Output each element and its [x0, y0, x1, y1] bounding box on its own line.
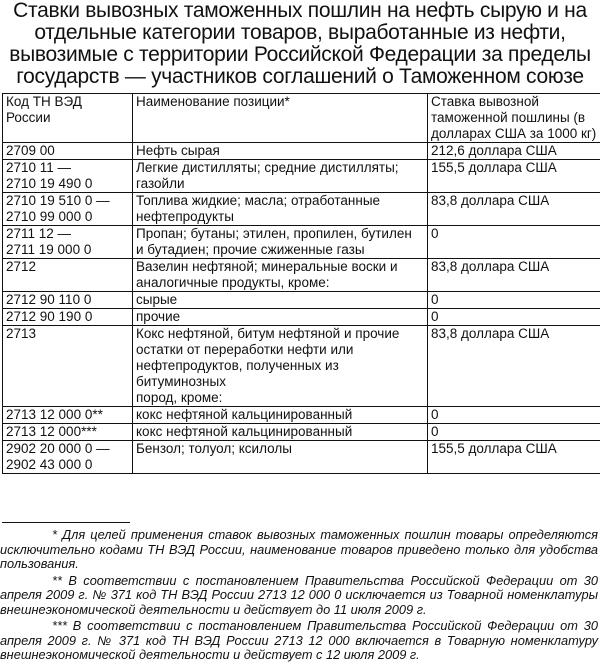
cell-code: 2709 00	[3, 143, 133, 160]
cell-rate: 83,8 доллара США	[428, 326, 600, 407]
table-row	[3, 226, 600, 259]
document-title: Ставки вывозных таможенных пошлин на нефть сырую и на отдельные категории товаров, выработанные из нефти, вывозимые с территории Российской Федерации за пределы государств — участников соглашений о Таможенном союзе	[0, 0, 600, 88]
cell-name: сырые	[133, 292, 428, 309]
cell-rate: 83,8 доллара США	[428, 259, 600, 292]
cell-rate: 155,5 доллара США	[428, 441, 600, 474]
footnote-3: *** В соответствии с постановлением Правительства Российской Федерации от 30 апреля 2009 г. № 371 код ТН ВЭД России 2713 12 000 включается в Товарную номенклатуру внешнеэкономической деятельности и действует с 12 июля 2009 г.	[0, 619, 598, 663]
cell-rate: 0	[428, 292, 600, 309]
header-name: Наименование позиции*	[133, 94, 428, 143]
tariff-table	[2, 93, 600, 474]
table-row	[3, 143, 600, 160]
table-row	[3, 441, 600, 474]
cell-name: Легкие дистилляты; средние дистилляты; газойли	[133, 160, 428, 193]
cell-rate: 0	[428, 309, 600, 326]
table-row	[3, 160, 600, 193]
cell-name: прочие	[133, 309, 428, 326]
cell-code: 2713	[3, 326, 133, 407]
table-row	[3, 259, 600, 292]
table-row	[3, 309, 600, 326]
cell-name: Пропан; бутаны; этилен, пропилен, бутилен и бутадиен; прочие сжиженные газы	[133, 226, 428, 259]
table-row	[3, 292, 600, 309]
cell-code: 2712	[3, 259, 133, 292]
cell-name: Вазелин нефтяной; минеральные воски и аналогичные продукты, кроме:	[133, 259, 428, 292]
footnote-divider	[2, 522, 130, 523]
header-rate: Ставка вывозной таможенной пошлины (в долларах США за 1000 кг)	[428, 94, 600, 143]
table-row	[3, 326, 600, 407]
cell-rate: 0	[428, 226, 600, 259]
cell-rate: 0	[428, 424, 600, 441]
cell-rate: 0	[428, 407, 600, 424]
cell-code: 2710 19 510 0 — 2710 99 000 0	[3, 193, 133, 226]
table-header-row	[3, 94, 600, 143]
footnotes	[0, 528, 598, 665]
cell-code: 2711 12 — 2711 19 000 0	[3, 226, 133, 259]
cell-name: Бензол; толуол; ксилолы	[133, 441, 428, 474]
cell-code: 2712 90 110 0	[3, 292, 133, 309]
table-row	[3, 424, 600, 441]
header-code: Код ТН ВЭД России	[3, 94, 133, 143]
cell-name: Топлива жидкие; масла; отработанные нефтепродукты	[133, 193, 428, 226]
cell-code: 2902 20 000 0 — 2902 43 000 0	[3, 441, 133, 474]
cell-name: кокс нефтяной кальцинированный	[133, 424, 428, 441]
cell-name: Кокс нефтяной, битум нефтяной и прочие остатки от переработки нефти или нефтепродуктов, полученных из битуминозных пород, кроме:	[133, 326, 428, 407]
cell-rate: 212,6 доллара США	[428, 143, 600, 160]
cell-rate: 155,5 доллара США	[428, 160, 600, 193]
cell-code: 2713 12 000 0**	[3, 407, 133, 424]
cell-name: Нефть сырая	[133, 143, 428, 160]
footnote-1: * Для целей применения ставок вывозных таможенных пошлин товары определяются исключительно кодами ТН ВЭД России, наименование товаров приведено только для удобства пользования.	[0, 528, 598, 572]
table-row	[3, 193, 600, 226]
cell-code: 2713 12 000***	[3, 424, 133, 441]
cell-code: 2712 90 190 0	[3, 309, 133, 326]
footnote-2: ** В соответствии с постановлением Правительства Российской Федерации от 30 апреля 2009 г. № 371 код ТН ВЭД России 2713 12 000 0 исключается из Товарной номенклатуры внешнеэкономической деятельности и действует до 11 июля 2009 г.	[0, 574, 598, 618]
table-row	[3, 407, 600, 424]
cell-name: кокс нефтяной кальцинированный	[133, 407, 428, 424]
cell-code: 2710 11 — 2710 19 490 0	[3, 160, 133, 193]
cell-rate: 83,8 доллара США	[428, 193, 600, 226]
